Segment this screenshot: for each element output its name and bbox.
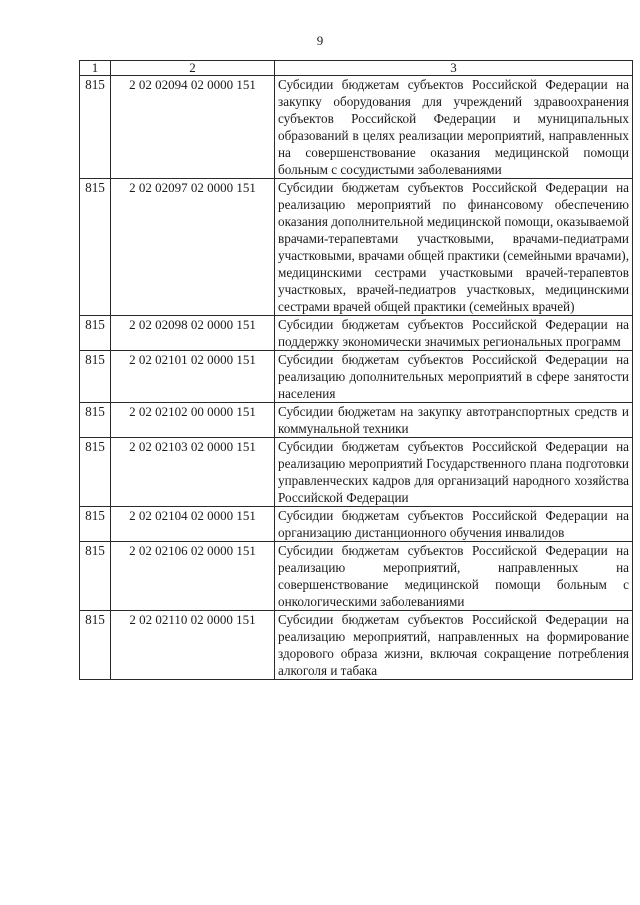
budget-code-cell: 2 02 02101 02 0000 151 bbox=[111, 351, 275, 403]
budget-code-cell: 2 02 02104 02 0000 151 bbox=[111, 507, 275, 542]
table-row bbox=[80, 438, 633, 507]
budget-code-cell: 2 02 02106 02 0000 151 bbox=[111, 542, 275, 611]
budget-code-cell: 2 02 02102 00 0000 151 bbox=[111, 403, 275, 438]
column-header-2: 2 bbox=[111, 61, 275, 76]
page-number: 9 bbox=[316, 33, 324, 48]
table-row bbox=[80, 316, 633, 351]
table-row bbox=[80, 179, 633, 316]
table-row bbox=[80, 507, 633, 542]
description-cell: Субсидии бюджетам субъектов Российской Федерации на реализацию мероприятий Государственного плана подготовки управленческих кадров для организаций народного хозяйства Российской Федерации bbox=[275, 438, 633, 507]
description-cell: Субсидии бюджетам субъектов Российской Федерации на реализацию мероприятий, направленных на совершенствование медицинской помощи больным с онкологическими заболеваниями bbox=[275, 542, 633, 611]
budget-codes-table bbox=[79, 60, 633, 680]
description-cell: Субсидии бюджетам субъектов Российской Федерации на реализацию мероприятий, направленных на формирование здорового образа жизни, включая сокращение потребления алкоголя и табака bbox=[275, 611, 633, 680]
admin-code-cell: 815 bbox=[80, 611, 111, 680]
table-row bbox=[80, 611, 633, 680]
table-row bbox=[80, 542, 633, 611]
budget-code-cell: 2 02 02110 02 0000 151 bbox=[111, 611, 275, 680]
admin-code-cell: 815 bbox=[80, 76, 111, 179]
description-cell: Субсидии бюджетам на закупку автотранспортных средств и коммунальной техники bbox=[275, 403, 633, 438]
admin-code-cell: 815 bbox=[80, 507, 111, 542]
column-header-3: 3 bbox=[275, 61, 633, 76]
column-header-1: 1 bbox=[80, 61, 111, 76]
table-header-row bbox=[80, 61, 633, 76]
description-cell: Субсидии бюджетам субъектов Российской Федерации на реализацию дополнительных мероприятий в сфере занятости населения bbox=[275, 351, 633, 403]
budget-code-cell: 2 02 02097 02 0000 151 bbox=[111, 179, 275, 316]
admin-code-cell: 815 bbox=[80, 179, 111, 316]
budget-code-cell: 2 02 02103 02 0000 151 bbox=[111, 438, 275, 507]
admin-code-cell: 815 bbox=[80, 316, 111, 351]
description-cell: Субсидии бюджетам субъектов Российской Федерации на организацию дистанционного обучения инвалидов bbox=[275, 507, 633, 542]
description-cell: Субсидии бюджетам субъектов Российской Федерации на поддержку экономически значимых региональных программ bbox=[275, 316, 633, 351]
description-cell: Субсидии бюджетам субъектов Российской Федерации на реализацию мероприятий по финансовому обеспечению оказания дополнительной медицинской помощи, оказываемой врачами-терапевтами участковыми, врачами-педиатрами участковыми, врачами общей практики (семейными врачами), медицинскими сестрами участковыми врачей-терапевтов участковых, врачей-педиатров участковых, медицинскими сестрами врачей общей практики (семейных врачей) bbox=[275, 179, 633, 316]
table-row bbox=[80, 403, 633, 438]
description-cell: Субсидии бюджетам субъектов Российской Федерации на закупку оборудования для учреждений здравоохранения субъектов Российской Федерации и муниципальных образований в целях реализации мероприятий, направленных на совершенствование оказания медицинской помощи больным с сосудистыми заболеваниями bbox=[275, 76, 633, 179]
admin-code-cell: 815 bbox=[80, 438, 111, 507]
table-row bbox=[80, 351, 633, 403]
admin-code-cell: 815 bbox=[80, 403, 111, 438]
budget-code-cell: 2 02 02094 02 0000 151 bbox=[111, 76, 275, 179]
admin-code-cell: 815 bbox=[80, 351, 111, 403]
admin-code-cell: 815 bbox=[80, 542, 111, 611]
budget-code-cell: 2 02 02098 02 0000 151 bbox=[111, 316, 275, 351]
table-row bbox=[80, 76, 633, 179]
